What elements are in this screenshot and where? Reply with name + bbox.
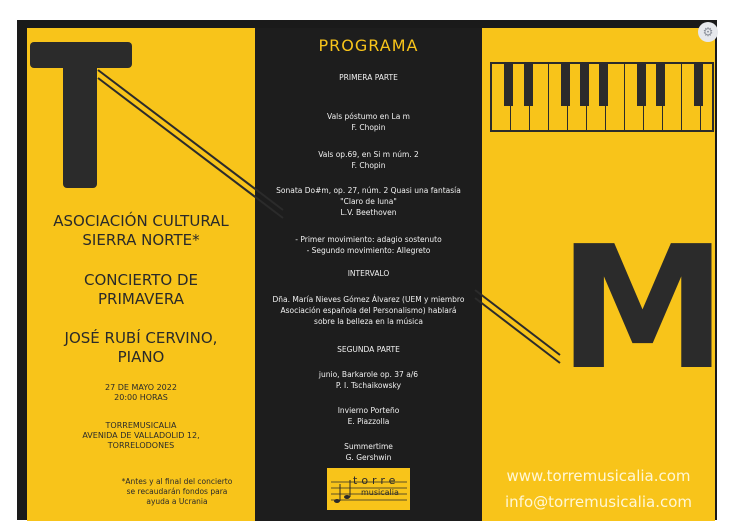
programme-line: INTERVALO [347,269,390,278]
programme-line: Summertime [344,442,393,451]
programme-line: - Segundo movimiento: Allegreto [306,246,431,255]
website-link[interactable]: www.torremusicalia.com [506,467,691,485]
note-line-1: *Antes y al final del concierto [121,477,233,486]
programme-line: F. Chopin [351,161,386,170]
note-line-2: se recaudarán fondos para [126,487,228,496]
concert-date: 27 DE MAYO 2022 [105,383,177,392]
programme-line: L.V. Beethoven [340,208,397,217]
programme-line: Asociación española del Personalismo) hablará [280,306,457,315]
programme-line: SEGUNDA PARTE [337,345,400,354]
programme-line: G. Gershwin [345,453,392,462]
note-line-3: ayuda a Ucrania [146,497,208,506]
concert-time: 20:00 HORAS [114,393,168,402]
venue-line-3: TORRELODONES [107,441,175,450]
programme-line: Invierno Porteño [337,406,400,415]
programme-line: Vals póstumo en La m [327,112,410,121]
performer-line-1: JOSÉ RUBÍ CERVINO, [64,329,218,347]
letter-m: M [558,210,728,408]
venue-line-2: AVENIDA DE VALLADOLID 12, [82,431,200,440]
programme-line: E. Piazzolla [347,417,390,426]
programme-line: Sonata Do#m, op. 27, núm. 2 Quasi una fantasía [276,186,461,195]
programme-line: Vals op.69, en Si m núm. 2 [318,150,419,159]
org-line-1: ASOCIACIÓN CULTURAL [53,212,229,230]
logo-text-musicalia: musicalia [361,488,399,497]
programme-line: - Primer movimiento: adagio sostenuto [295,235,442,244]
programme-title: PROGRAMA [318,36,419,55]
email-link[interactable]: info@torremusicalia.com [504,493,693,511]
logo-text-torre: torre [353,474,400,487]
settings-icon[interactable]: ⚙ [698,22,718,42]
org-line-2: SIERRA NORTE* [82,231,200,249]
programme-line: junio, Barkarole op. 37 a/6 [318,370,419,379]
programme-line: Dña. María Nieves Gómez Álvarez (UEM y miembro [272,295,465,304]
performer-line-2: PIANO [117,348,165,366]
venue-line-1: TORREMUSICALIA [105,421,177,430]
programme-line: P. I. Tschaikowsky [335,381,402,390]
programme-line: "Claro de luna" [340,197,397,206]
programme-line: F. Chopin [351,123,386,132]
concert-line-1: CONCIERTO DE [84,271,198,289]
programme-line: sobre la belleza en la música [314,317,423,326]
concert-line-2: PRIMAVERA [98,290,184,308]
programme-line: PRIMERA PARTE [339,73,398,82]
